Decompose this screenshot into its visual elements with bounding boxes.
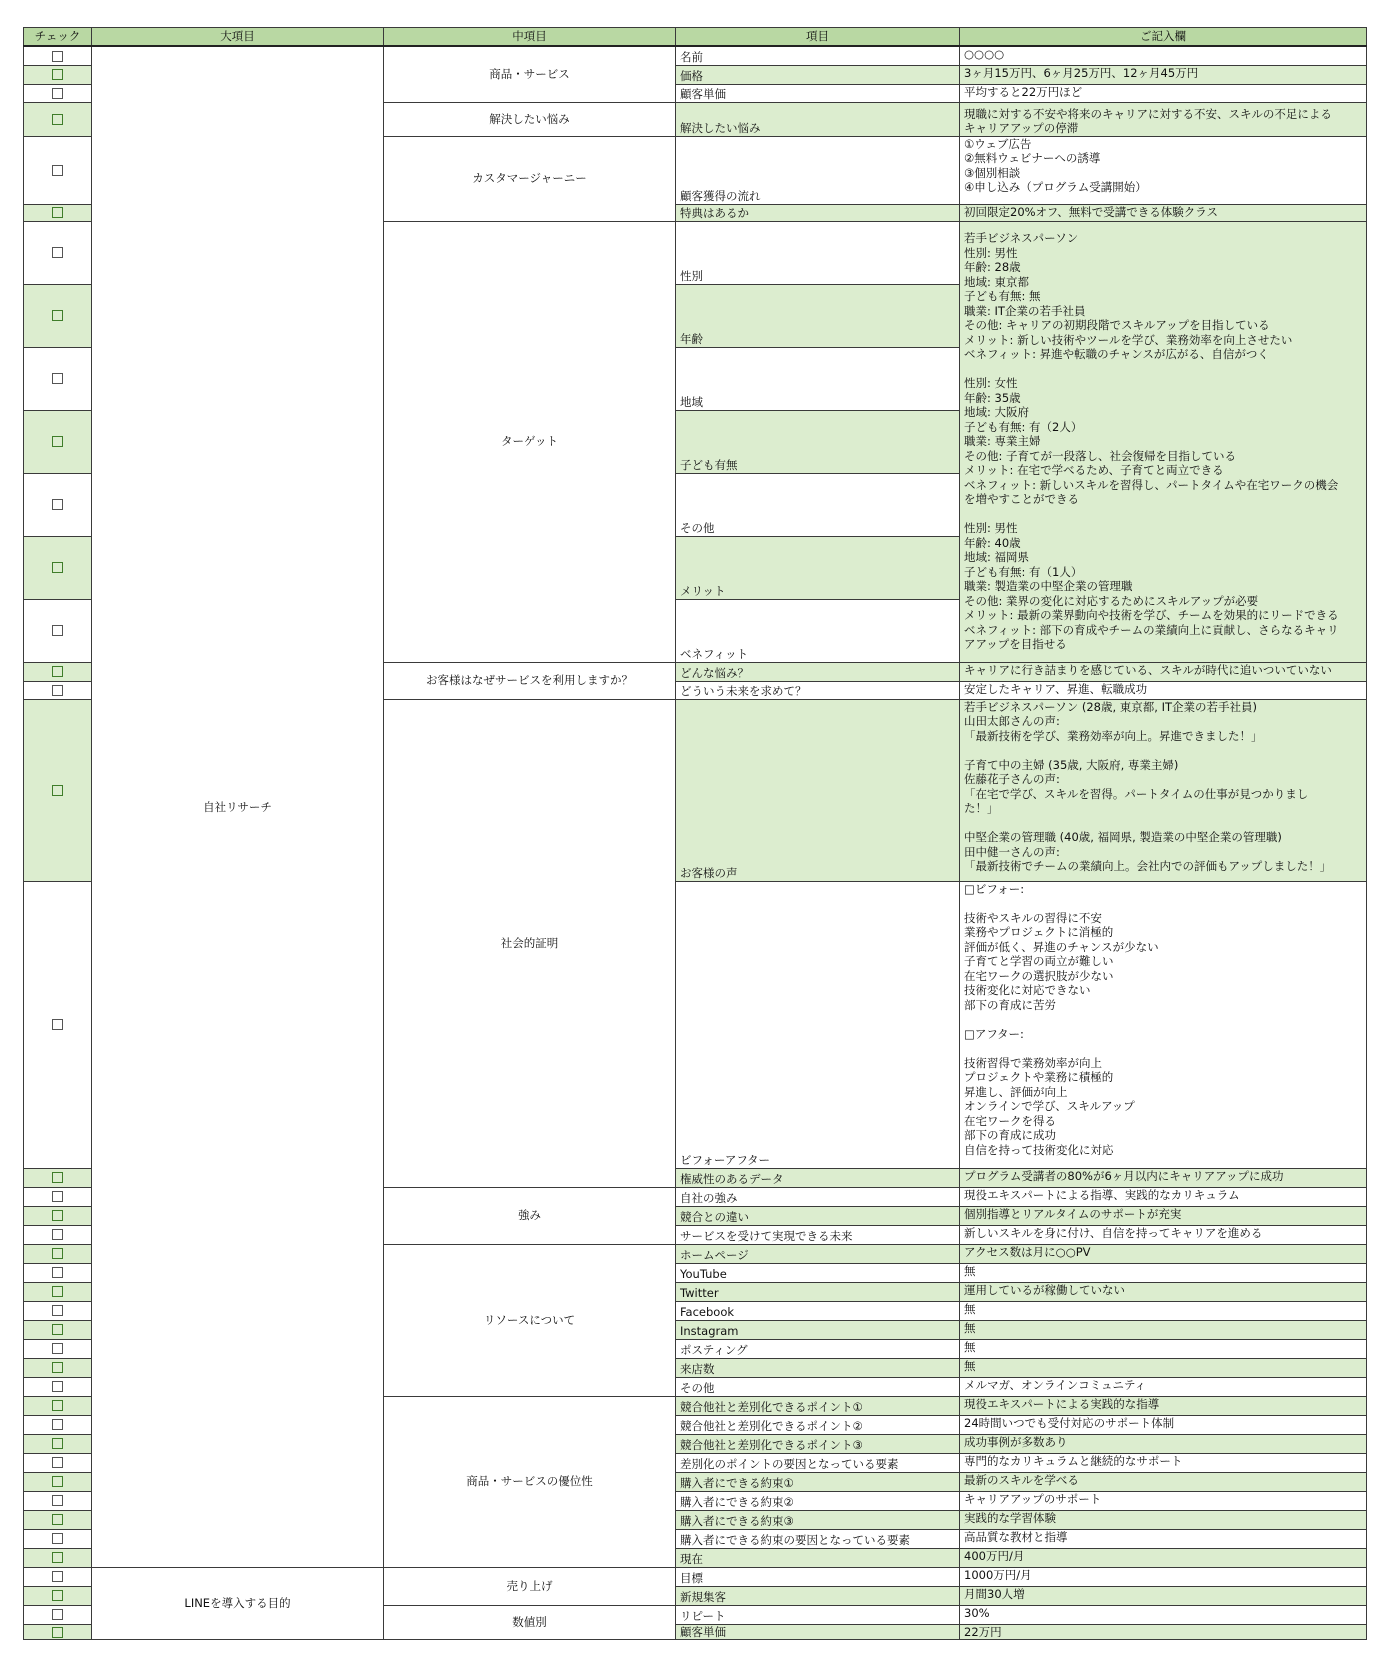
checkbox-cell bbox=[24, 1282, 92, 1301]
checkbox[interactable] bbox=[52, 1248, 63, 1259]
mid-category: 社会的証明 bbox=[384, 699, 676, 1187]
entry-value[interactable]: キャリアに行き詰まりを感じている、スキルが時代に追いついていない bbox=[960, 662, 1367, 681]
checkbox-cell bbox=[24, 1206, 92, 1225]
checkbox-cell bbox=[24, 1396, 92, 1415]
checkbox-cell bbox=[24, 1510, 92, 1529]
checkbox-cell bbox=[24, 284, 92, 347]
item-label: 現在 bbox=[676, 1548, 960, 1567]
item-label: 購入者にできる約束① bbox=[676, 1472, 960, 1491]
item-label: 性別 bbox=[676, 221, 960, 284]
entry-value[interactable]: 安定したキャリア、昇進、転職成功 bbox=[960, 681, 1367, 699]
checkbox[interactable] bbox=[52, 1267, 63, 1278]
header-row bbox=[24, 28, 1367, 47]
entry-value[interactable]: 無 bbox=[960, 1358, 1367, 1377]
entry-value[interactable]: 高品質な教材と指導 bbox=[960, 1529, 1367, 1548]
checkbox[interactable] bbox=[52, 51, 63, 62]
checkbox[interactable] bbox=[52, 1381, 63, 1392]
checkbox[interactable] bbox=[52, 666, 63, 677]
entry-value[interactable]: 無 bbox=[960, 1301, 1367, 1320]
item-label: どんな悩み？ bbox=[676, 662, 960, 681]
item-label: 購入者にできる約束② bbox=[676, 1491, 960, 1510]
checkbox-cell bbox=[24, 1434, 92, 1453]
item-label: 来店数 bbox=[676, 1358, 960, 1377]
item-label: 特典はあるか bbox=[676, 204, 960, 221]
checkbox[interactable] bbox=[52, 1362, 63, 1373]
checkbox-cell bbox=[24, 1320, 92, 1339]
entry-value[interactable]: 新しいスキルを身に付け、自信を持ってキャリアを進める bbox=[960, 1225, 1367, 1244]
checkbox-cell bbox=[24, 699, 92, 881]
checkbox-cell bbox=[24, 347, 92, 410]
checkbox[interactable] bbox=[52, 436, 63, 447]
entry-value[interactable]: 現職に対する不安や将来のキャリアに対する不安、スキルの不足による キャリアアップの停滞 bbox=[960, 102, 1367, 136]
checkbox-cell bbox=[24, 1529, 92, 1548]
checkbox-cell bbox=[24, 1453, 92, 1472]
item-label: 顧客単価 bbox=[676, 1624, 960, 1640]
item-label: リピート bbox=[676, 1605, 960, 1624]
entry-value[interactable]: 無 bbox=[960, 1263, 1367, 1282]
entry-value[interactable]: 無 bbox=[960, 1339, 1367, 1358]
entry-value[interactable]: 初回限定20%オフ、無料で受講できる体験クラス bbox=[960, 204, 1367, 221]
checkbox[interactable] bbox=[52, 1400, 63, 1411]
checkbox-cell bbox=[24, 1168, 92, 1187]
item-label: 差別化のポイントの要因となっている要素 bbox=[676, 1453, 960, 1472]
checkbox-cell bbox=[24, 1567, 92, 1586]
item-label: 購入者にできる約束の要因となっている要素 bbox=[676, 1529, 960, 1548]
checkbox-cell bbox=[24, 204, 92, 221]
checkbox-cell bbox=[24, 221, 92, 284]
checkbox[interactable] bbox=[52, 1438, 63, 1449]
item-label: 子ども有無 bbox=[676, 410, 960, 473]
checkbox[interactable] bbox=[52, 165, 63, 176]
item-label: 競合他社と差別化できるポイント③ bbox=[676, 1434, 960, 1453]
checkbox[interactable] bbox=[52, 1305, 63, 1316]
entry-value[interactable]: 現役エキスパートによる指導、実践的なカリキュラム bbox=[960, 1187, 1367, 1206]
checkbox-cell bbox=[24, 136, 92, 204]
entry-value[interactable]: 平均すると22万円ほど bbox=[960, 84, 1367, 102]
checkbox-cell bbox=[24, 84, 92, 102]
checkbox-cell bbox=[24, 662, 92, 681]
checkbox[interactable] bbox=[52, 207, 63, 218]
checkbox[interactable] bbox=[52, 1533, 63, 1544]
mid-category: ターゲット bbox=[384, 221, 676, 662]
checkbox[interactable] bbox=[52, 69, 63, 80]
entry-value[interactable]: ①ウェブ広告 ②無料ウェビナーへの誘導 ③個別相談 ④申し込み（プログラム受講開始） bbox=[960, 136, 1367, 204]
entry-value[interactable]: メルマガ、オンラインコミュニティ bbox=[960, 1377, 1367, 1396]
item-label: 自社の強み bbox=[676, 1187, 960, 1206]
checkbox[interactable] bbox=[52, 247, 63, 258]
checkbox[interactable] bbox=[52, 1324, 63, 1335]
checkbox-cell bbox=[24, 1624, 92, 1640]
checkbox-cell bbox=[24, 536, 92, 599]
item-label: ホームページ bbox=[676, 1244, 960, 1263]
mid-category: 解決したい悩み bbox=[384, 102, 676, 136]
checkbox[interactable] bbox=[52, 499, 63, 510]
checkbox-cell bbox=[24, 1377, 92, 1396]
checkbox-cell bbox=[24, 599, 92, 662]
research-sheet bbox=[23, 27, 1367, 1640]
header-item: 項目 bbox=[676, 28, 960, 47]
item-label: 競合他社と差別化できるポイント① bbox=[676, 1396, 960, 1415]
checkbox-cell bbox=[24, 1491, 92, 1510]
mid-category: 強み bbox=[384, 1187, 676, 1244]
checkbox-cell bbox=[24, 473, 92, 536]
item-label: 解決したい悩み bbox=[676, 102, 960, 136]
header-mid: 中項目 bbox=[384, 28, 676, 47]
checkbox[interactable] bbox=[52, 1210, 63, 1221]
item-label: Instagram bbox=[676, 1320, 960, 1339]
checkbox[interactable] bbox=[52, 373, 63, 384]
item-label: 年齢 bbox=[676, 284, 960, 347]
checkbox[interactable] bbox=[52, 1019, 63, 1030]
item-label: ポスティング bbox=[676, 1339, 960, 1358]
entry-value[interactable]: アクセス数は月に○○PV bbox=[960, 1244, 1367, 1263]
entry-value[interactable]: □ビフォー: 技術やスキルの習得に不安 業務やプロジェクトに消極的 評価が低く、昇進のチャンスが少ない 子育てと学習の両立が難しい 在宅ワークの選択肢が少ない 技術変化に対応できない 部下の育成に苦労 □アフター: 技術習得で業務効率が向上 プロジェクトや業務に積極的 昇進し、評価が向上 オンラインで学び、スキルアップ 在宅ワークを得る 部下の育成に成功 自信を持って技術変化に対応 bbox=[960, 881, 1367, 1168]
item-label: その他 bbox=[676, 473, 960, 536]
entry-value[interactable]: 1000万円/月 bbox=[960, 1567, 1367, 1586]
entry-value[interactable]: 専門的なカリキュラムと継続的なサポート bbox=[960, 1453, 1367, 1472]
entry-value[interactable]: 30% bbox=[960, 1605, 1367, 1624]
checkbox[interactable] bbox=[52, 562, 63, 573]
entry-value[interactable]: プログラム受講者の80%が6ヶ月以内にキャリアアップに成功 bbox=[960, 1168, 1367, 1187]
checkbox-cell bbox=[24, 881, 92, 1168]
checkbox-cell bbox=[24, 1586, 92, 1605]
item-label: 競合との違い bbox=[676, 1206, 960, 1225]
item-label: Facebook bbox=[676, 1301, 960, 1320]
item-label: 地域 bbox=[676, 347, 960, 410]
checkbox-cell bbox=[24, 1187, 92, 1206]
entry-value[interactable]: 実践的な学習体験 bbox=[960, 1510, 1367, 1529]
header-major: 大項目 bbox=[92, 28, 384, 47]
item-label: YouTube bbox=[676, 1263, 960, 1282]
item-label: 顧客獲得の流れ bbox=[676, 136, 960, 204]
checkbox[interactable] bbox=[52, 1609, 63, 1620]
checkbox[interactable] bbox=[52, 625, 63, 636]
entry-value[interactable]: キャリアアップのサポート bbox=[960, 1491, 1367, 1510]
item-label: 顧客単価 bbox=[676, 84, 960, 102]
entry-value[interactable]: 若手ビジネスパーソン (28歳, 東京都, IT企業の若手社員) 山田太郎さんの声: 「最新技術を学び、業務効率が向上。昇進できました！」 子育て中の主婦 (35歳, 大阪府, 専業主婦) 佐藤花子さんの声: 「在宅で学び、スキルを習得。パートタイムの仕事が見つかりまし た！」 中堅企業の管理職 (40歳, 福岡県, 製造業の中堅企業の管理職) 田中健一さんの声: 「最新技術でチームの業績向上。会社内での評価もアップしました！」 bbox=[960, 699, 1367, 881]
checkbox-cell bbox=[24, 1415, 92, 1434]
item-label: Twitter bbox=[676, 1282, 960, 1301]
item-label: その他 bbox=[676, 1377, 960, 1396]
entry-value[interactable]: 400万円/月 bbox=[960, 1548, 1367, 1567]
item-label: 価格 bbox=[676, 65, 960, 84]
mid-category: 商品・サービス bbox=[384, 46, 676, 102]
checkbox[interactable] bbox=[52, 114, 63, 125]
header-entry: ご記入欄 bbox=[960, 28, 1367, 47]
entry-value[interactable]: 個別指導とリアルタイムのサポートが充実 bbox=[960, 1206, 1367, 1225]
checkbox-cell bbox=[24, 1472, 92, 1491]
checkbox[interactable] bbox=[52, 1419, 63, 1430]
checkbox[interactable] bbox=[52, 1229, 63, 1240]
checkbox-cell bbox=[24, 102, 92, 136]
checkbox[interactable] bbox=[52, 1627, 63, 1638]
table-row bbox=[24, 46, 1367, 65]
entry-value[interactable]: 無 bbox=[960, 1320, 1367, 1339]
checkbox[interactable] bbox=[52, 1191, 63, 1202]
checkbox[interactable] bbox=[52, 1286, 63, 1297]
item-label: メリット bbox=[676, 536, 960, 599]
header-check: チェック bbox=[24, 28, 92, 47]
checkbox[interactable] bbox=[52, 1476, 63, 1487]
mid-category: カスタマージャーニー bbox=[384, 136, 676, 221]
entry-value[interactable]: 3ヶ月15万円、6ヶ月25万円、12ヶ月45万円 bbox=[960, 65, 1367, 84]
checkbox[interactable] bbox=[52, 1457, 63, 1468]
item-label: 権威性のあるデータ bbox=[676, 1168, 960, 1187]
checkbox-cell bbox=[24, 1263, 92, 1282]
checkbox[interactable] bbox=[52, 1172, 63, 1183]
checkbox-cell bbox=[24, 1358, 92, 1377]
mid-category: 商品・サービスの優位性 bbox=[384, 1396, 676, 1567]
checkbox[interactable] bbox=[52, 685, 63, 696]
checkbox[interactable] bbox=[52, 1552, 63, 1563]
checkbox[interactable] bbox=[52, 785, 63, 796]
entry-value[interactable]: 現役エキスパートによる実践的な指導 bbox=[960, 1396, 1367, 1415]
checkbox-cell bbox=[24, 1339, 92, 1358]
checkbox-cell bbox=[24, 681, 92, 699]
checkbox[interactable] bbox=[52, 88, 63, 99]
checkbox-cell bbox=[24, 65, 92, 84]
checkbox-cell bbox=[24, 1605, 92, 1624]
mid-category: 数値別 bbox=[384, 1605, 676, 1640]
item-label: お客様の声 bbox=[676, 699, 960, 881]
entry-value[interactable]: ○○○○ bbox=[960, 46, 1367, 65]
checkbox-cell bbox=[24, 1244, 92, 1263]
checkbox[interactable] bbox=[52, 1514, 63, 1525]
checkbox-cell bbox=[24, 1301, 92, 1320]
item-label: ベネフィット bbox=[676, 599, 960, 662]
item-label: 新規集客 bbox=[676, 1586, 960, 1605]
entry-value[interactable]: 22万円 bbox=[960, 1624, 1367, 1640]
major-category: LINEを導入する目的 bbox=[92, 1567, 384, 1640]
item-label: どういう未来を求めて？ bbox=[676, 681, 960, 699]
checkbox-cell bbox=[24, 46, 92, 65]
checkbox[interactable] bbox=[52, 1571, 63, 1582]
mid-category: リソースについて bbox=[384, 1244, 676, 1396]
checkbox[interactable] bbox=[52, 1495, 63, 1506]
sheet-body bbox=[24, 46, 1367, 1640]
checkbox[interactable] bbox=[52, 310, 63, 321]
target-persona-entry[interactable]: 若手ビジネスパーソン 性別: 男性 年齢: 28歳 地域: 東京都 子ども有無: 無 職業: IT企業の若手社員 その他: キャリアの初期段階でスキルアップを目指している メリット: 新しい技術やツールを学び、業務効率を向上させたい ベネフィット: 昇進や転職のチャンスが広がる、自信がつく 性別: 女性 年齢: 35歳 地域: 大阪府 子ども有無: 有（2人） 職業: 専業主婦 その他: 子育てが一段落し、社会復帰を目指している メリット: 在宅で学べるため、子育てと両立できる ベネフィット: 新しいスキルを習得し、パートタイムや在宅ワークの機会 を増やすことができる 性別: 男性 年齢: 40歳 地域: 福岡県 子ども有無: 有（1人） 職業: 製造業の中堅企業の管理職 その他: 業界の変化に対応するためにスキルアップが必要 メリット: 最新の業界動向や技術を学び、チームを効果的にリードできる ベネフィット: 部下の育成やチームの業績向上に貢献し、さらなるキャリ アアップを目指せる bbox=[960, 221, 1367, 662]
checkbox[interactable] bbox=[52, 1590, 63, 1601]
table-row bbox=[24, 1567, 1367, 1586]
checkbox-cell bbox=[24, 1548, 92, 1567]
entry-value[interactable]: 成功事例が多数あり bbox=[960, 1434, 1367, 1453]
mid-category: お客様はなぜサービスを利用しますか？ bbox=[384, 662, 676, 699]
checkbox-cell bbox=[24, 1225, 92, 1244]
entry-value[interactable]: 運用しているが稼働していない bbox=[960, 1282, 1367, 1301]
major-category: 自社リサーチ bbox=[92, 46, 384, 1567]
checkbox-cell bbox=[24, 410, 92, 473]
entry-value[interactable]: 24時間いつでも受付対応のサポート体制 bbox=[960, 1415, 1367, 1434]
entry-value[interactable]: 月間30人増 bbox=[960, 1586, 1367, 1605]
mid-category: 売り上げ bbox=[384, 1567, 676, 1605]
entry-value[interactable]: 最新のスキルを学べる bbox=[960, 1472, 1367, 1491]
item-label: ビフォーアフター bbox=[676, 881, 960, 1168]
item-label: 購入者にできる約束③ bbox=[676, 1510, 960, 1529]
item-label: 名前 bbox=[676, 46, 960, 65]
item-label: サービスを受けて実現できる未来 bbox=[676, 1225, 960, 1244]
item-label: 目標 bbox=[676, 1567, 960, 1586]
item-label: 競合他社と差別化できるポイント② bbox=[676, 1415, 960, 1434]
checkbox[interactable] bbox=[52, 1343, 63, 1354]
